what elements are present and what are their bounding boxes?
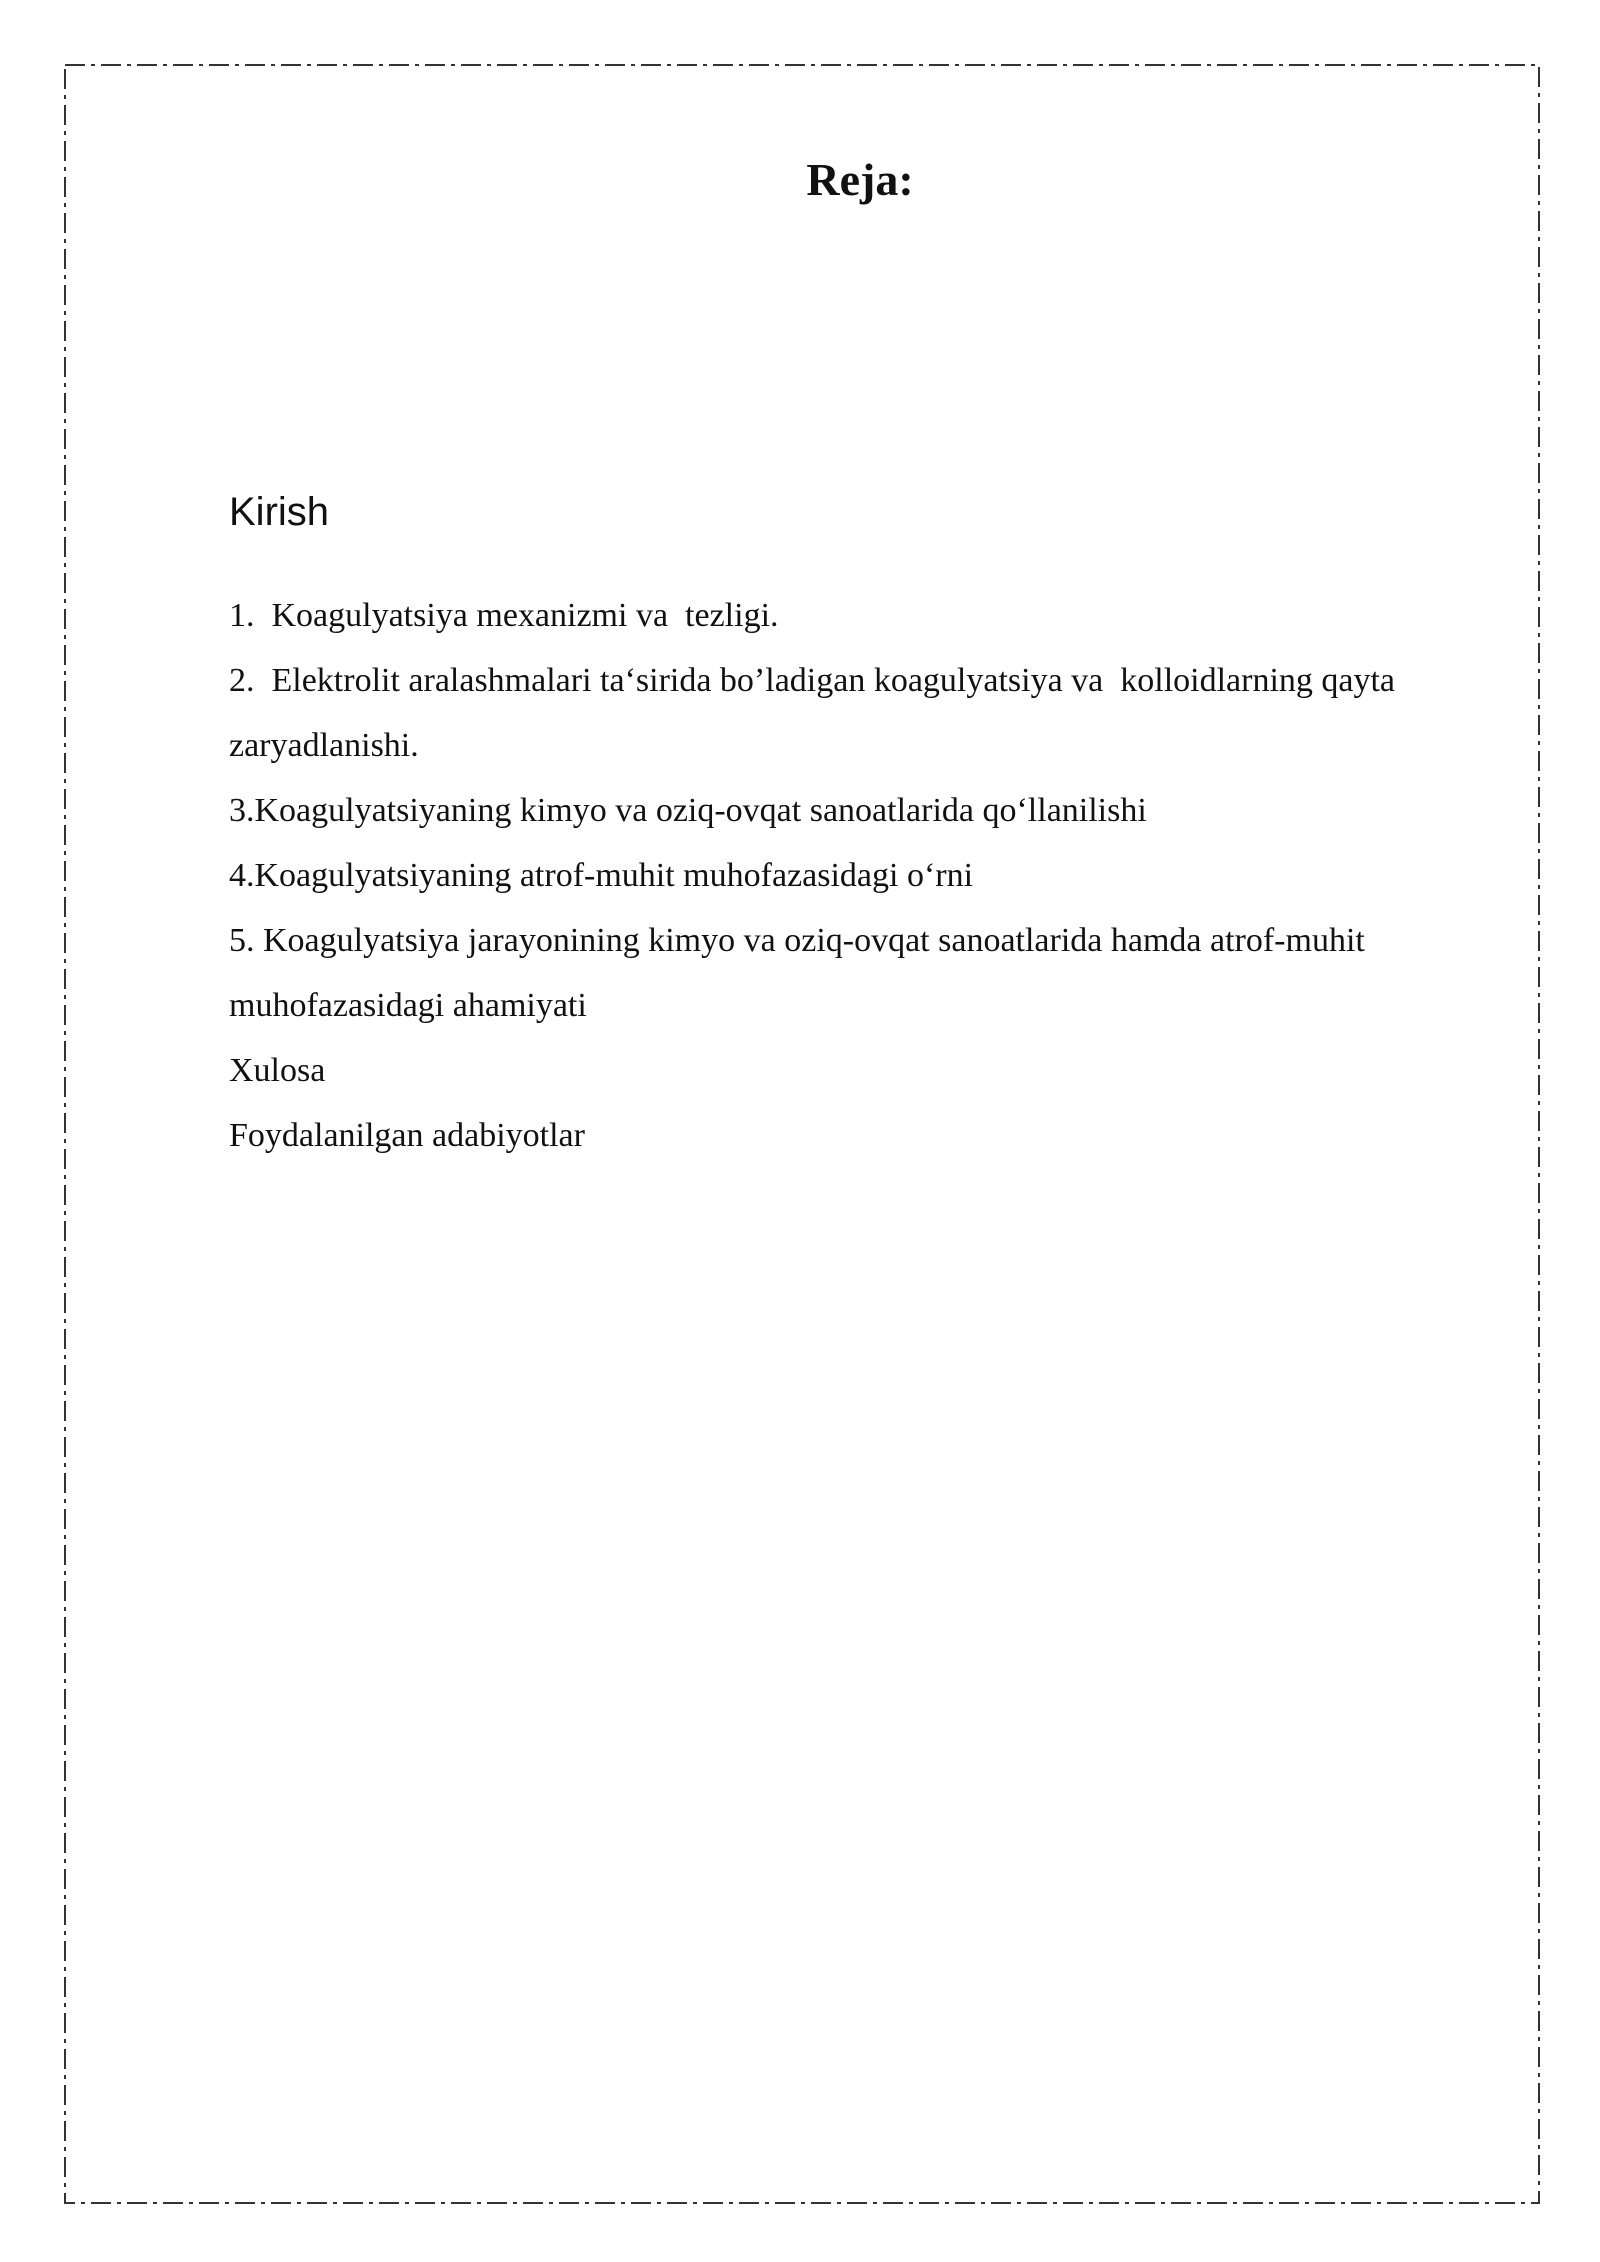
toc-item-text: 4.Koagulyatsiyaning atrof-muhit muhofazasidagi o‘rni [229, 857, 974, 894]
toc-item-text: 5. Koagulyatsiya jarayonining kimyo va oziq-ovqat sanoatlarida hamda atrof-muhit muhofazasidagi ahamiyati [229, 922, 1374, 1024]
toc-item-text: 2. Elektrolit aralashmalari ta‘sirida bo’ladigan koagulyatsiya va kolloidlarning qayta zaryadlanishi. [229, 662, 1404, 764]
toc-item-references [229, 1103, 1529, 1168]
toc-item-3 [229, 778, 1529, 843]
toc-item-text: 1. Koagulyatsiya mexanizmi va tezligi. [229, 597, 779, 634]
page-title: Reja: [806, 154, 914, 205]
toc-item-2 [229, 648, 1529, 778]
toc-item-5 [229, 908, 1529, 1038]
intro-heading: Kirish [229, 490, 330, 534]
toc-item-text: Foydalanilgan adabiyotlar [229, 1117, 585, 1154]
table-of-contents [229, 583, 1529, 1168]
toc-item-4 [229, 843, 1529, 908]
toc-item-1 [229, 583, 1529, 648]
toc-item-conclusion [229, 1038, 1529, 1103]
toc-item-text: 3.Koagulyatsiyaning kimyo va oziq-ovqat sanoatlarida qo‘llanilishi [229, 792, 1147, 829]
toc-item-text: Xulosa [229, 1052, 326, 1089]
